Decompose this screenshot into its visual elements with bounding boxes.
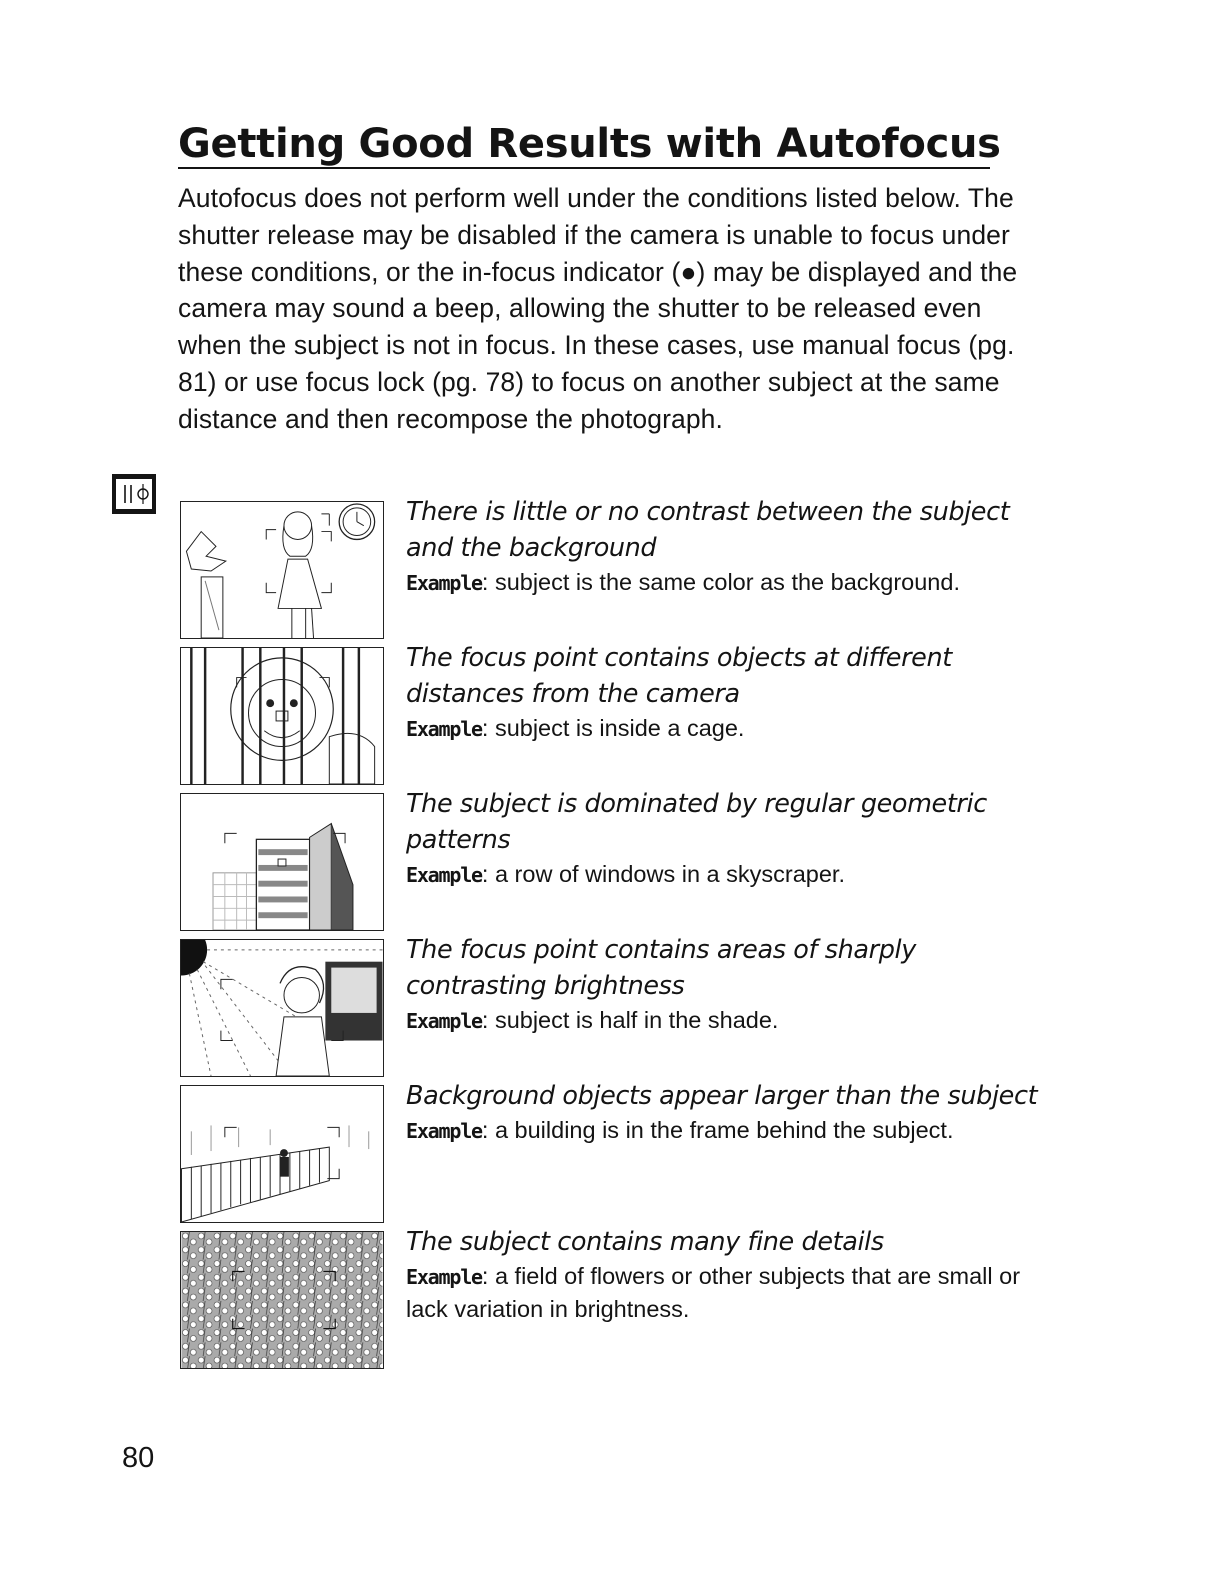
page-title: Getting Good Results with Autofocus xyxy=(178,121,1001,167)
condition-title: The focus point contains areas of sharply contrasting brightness xyxy=(406,935,916,1001)
condition-example xyxy=(406,1004,1046,1037)
lion-in-cage-illustration xyxy=(180,647,384,785)
condition-example xyxy=(406,712,1046,745)
example-label: Example xyxy=(406,863,482,887)
af-mode-icon xyxy=(112,474,156,514)
intro-paragraph: Autofocus does not perform well under the conditions listed below. The shutter release may be disabled if the camera is unable to focus under these conditions, or the in-focus indicator (●) may be displayed and the camera may sound a beep, allowing the shutter to be released even when the subject is not in focus. In these cases, use manual focus (pg. 81) or use focus lock (pg. 78) to focus on another subject at the same distance and then recompose the photograph. xyxy=(178,183,1018,434)
title-underline xyxy=(178,167,990,169)
woman-before-matching-background-illustration xyxy=(180,501,384,639)
condition-title: Background objects appear larger than the subject xyxy=(406,1081,1038,1111)
example-label: Example xyxy=(406,1009,482,1033)
condition-title: There is little or no contrast between the subject and the background xyxy=(406,497,1010,563)
condition-example xyxy=(406,1114,1046,1147)
example-label: Example xyxy=(406,717,482,741)
condition-example xyxy=(406,1260,1046,1325)
example-text: : a building is in the frame behind the subject. xyxy=(481,1117,954,1143)
condition-title: The subject is dominated by regular geometric patterns xyxy=(406,789,987,855)
example-text: : subject is half in the shade. xyxy=(481,1007,779,1033)
example-label: Example xyxy=(406,1265,482,1289)
example-text: : subject is the same color as the background. xyxy=(481,569,960,595)
example-label: Example xyxy=(406,1119,482,1143)
condition-title: The focus point contains objects at different distances from the camera xyxy=(406,643,952,709)
example-text: : a row of windows in a skyscraper. xyxy=(481,861,845,887)
page-number: 80 xyxy=(122,1442,155,1474)
woman-half-in-shade-illustration xyxy=(180,939,384,1077)
condition-example xyxy=(406,566,1046,599)
example-text: : subject is inside a cage. xyxy=(481,715,745,741)
skyscraper-windows-illustration xyxy=(180,793,384,931)
person-before-building-illustration xyxy=(180,1085,384,1223)
example-label: Example xyxy=(406,571,482,595)
example-text: : a field of flowers or other subjects that are small or lack variation in brightness. xyxy=(406,1263,1021,1322)
field-of-flowers-illustration xyxy=(180,1231,384,1369)
condition-example xyxy=(406,858,1046,891)
condition-title: The subject contains many fine details xyxy=(406,1227,884,1257)
